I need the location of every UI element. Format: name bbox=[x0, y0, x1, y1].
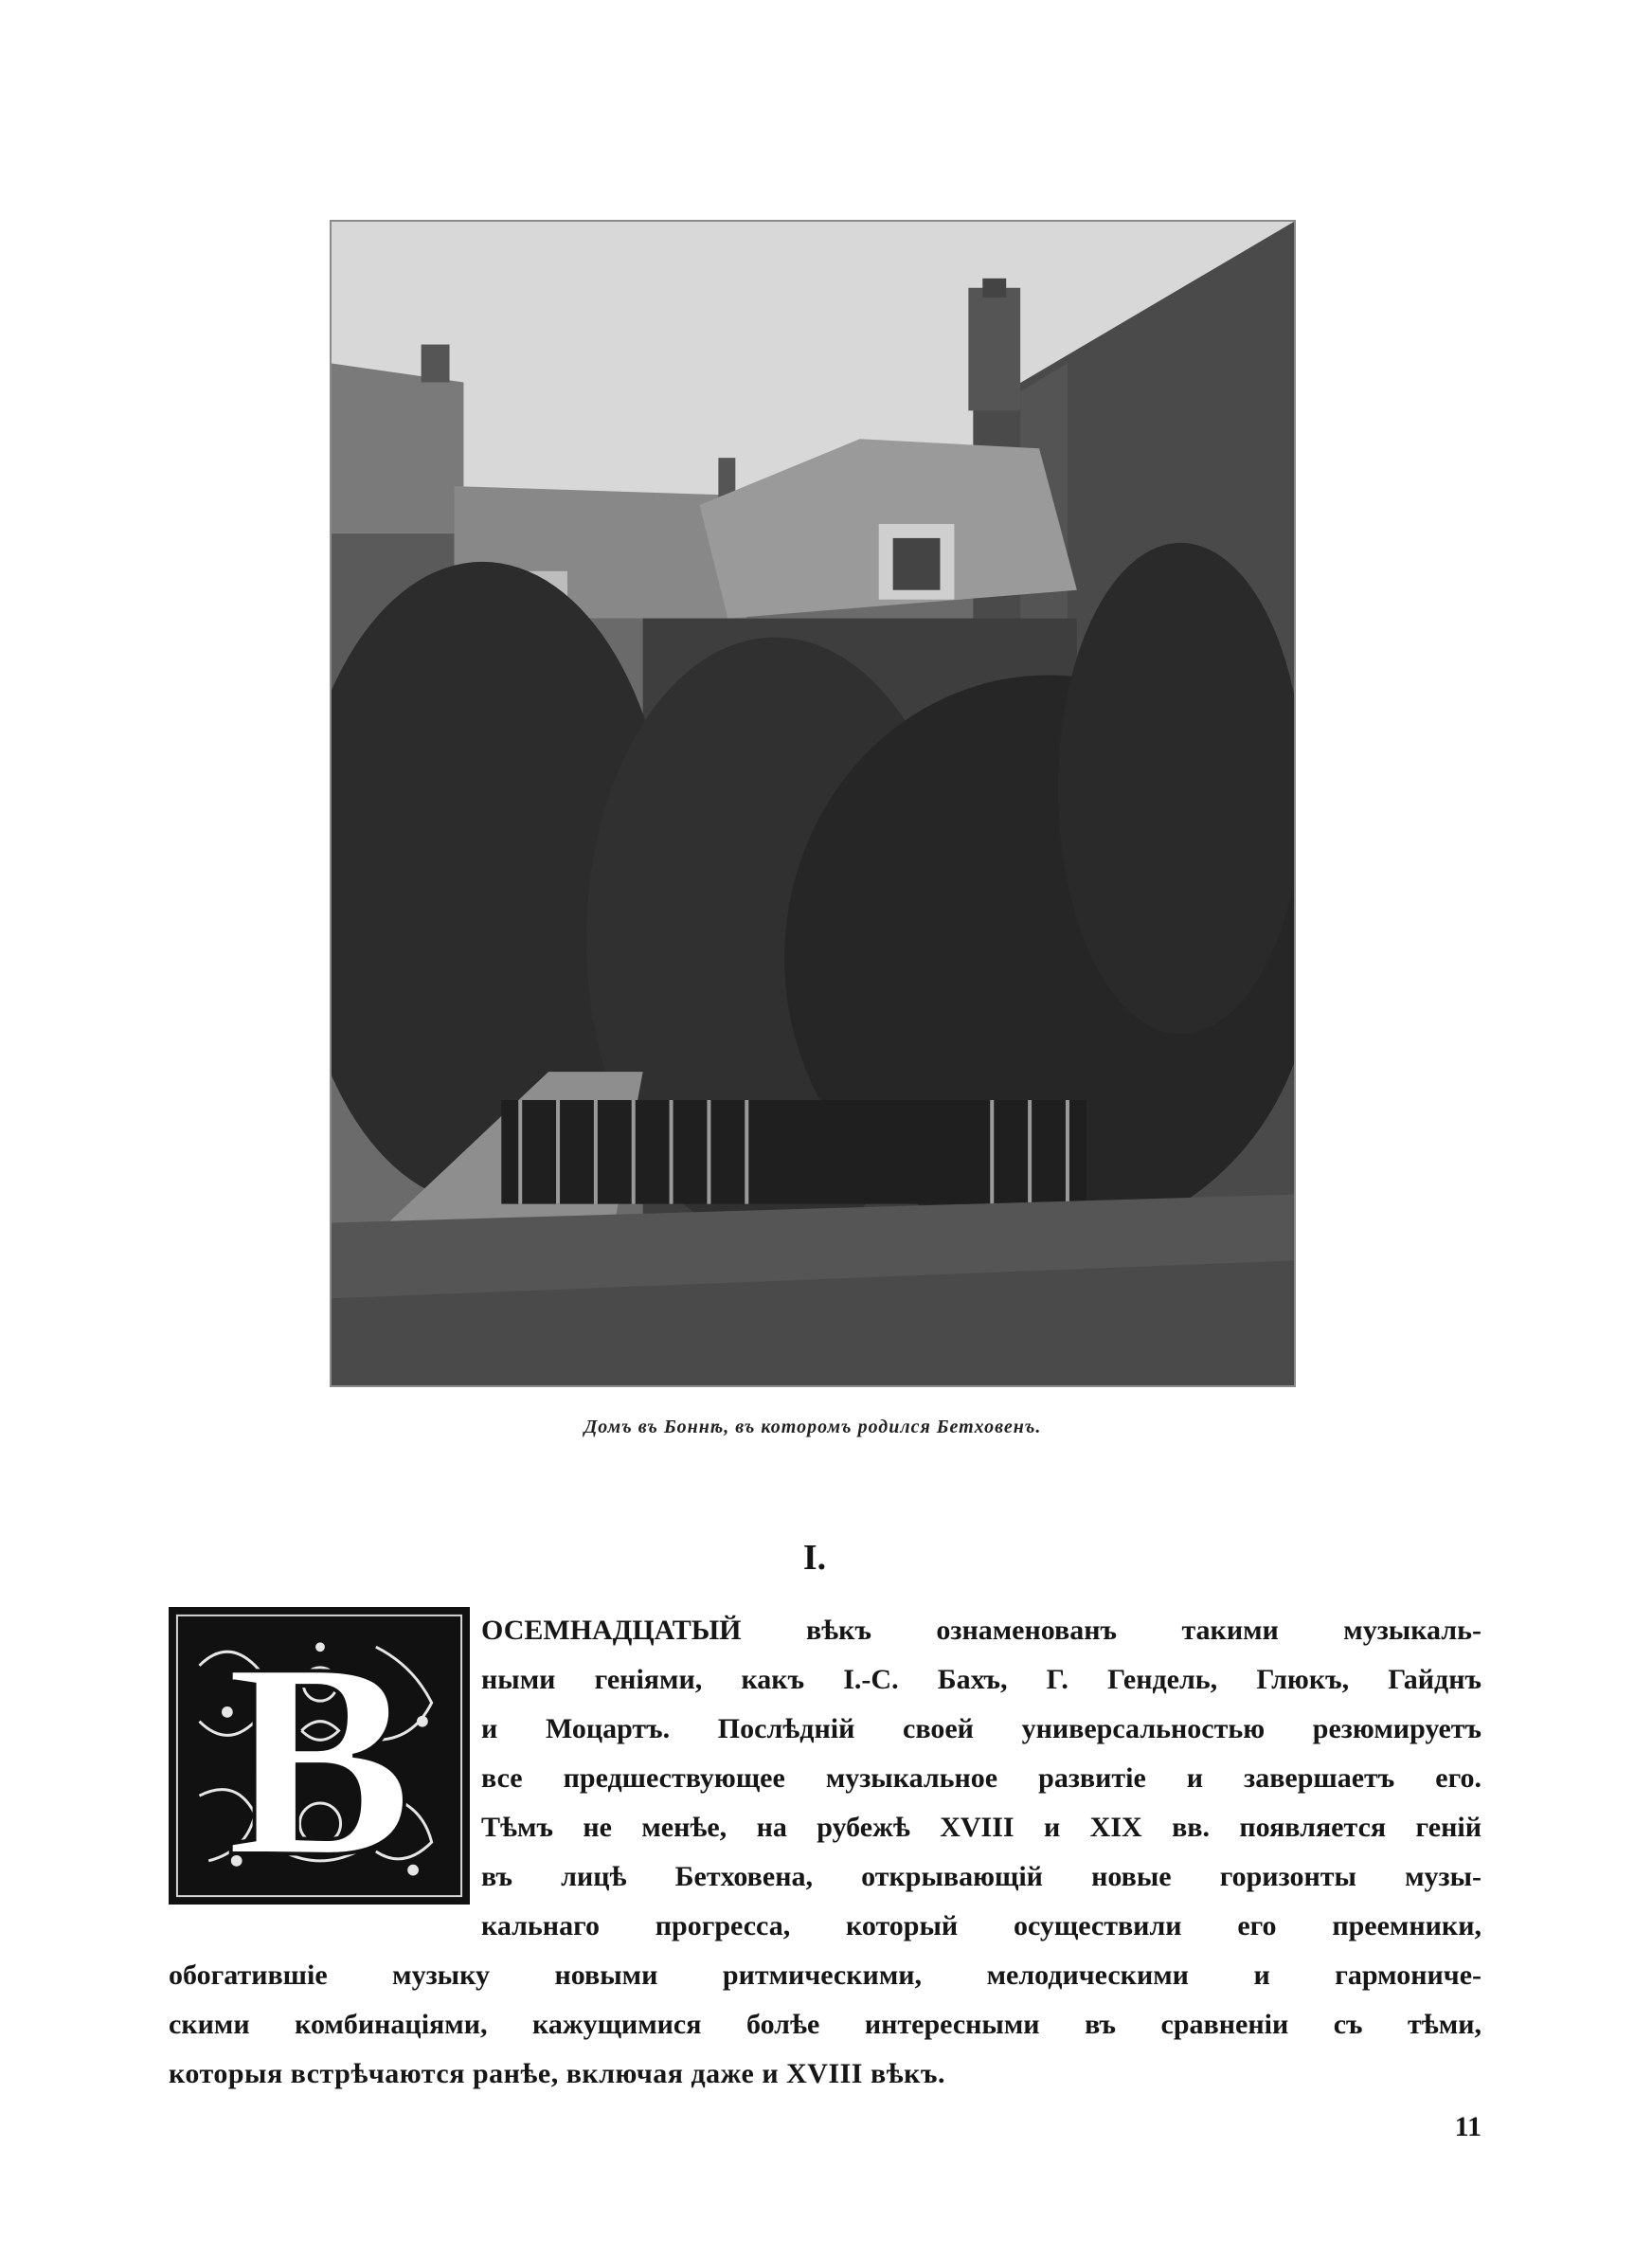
figure-caption: Домъ въ Боннѣ, въ которомъ родился Бетховенъ. bbox=[584, 1417, 1042, 1437]
chapter-number: I. bbox=[802, 1538, 827, 1578]
paragraph-line: ными геніями, какъ І.-С. Бахъ, Г. Гендель, Глюкъ, Гайднъ bbox=[481, 1664, 1481, 1695]
paragraph-line: кальнаго прогресса, который осуществили его преемники, bbox=[481, 1910, 1481, 1941]
drop-cap-letter: В bbox=[225, 1610, 413, 1902]
paragraph-line: и Моцартъ. Послѣдній своей универсальностью резюмируетъ bbox=[481, 1713, 1481, 1744]
paragraph-line: которыя встрѣчаются ранѣе, включая даже и XVIII вѣкъ. bbox=[169, 2058, 945, 2089]
paragraph-line: все предшествующее музыкальное развитіе и завершаетъ его. bbox=[481, 1762, 1481, 1794]
page-number: 11 bbox=[1454, 2111, 1481, 2142]
paragraph-line: ОСЕМНАДЦАТЫЙ вѣкъ ознаменованъ такими музыкаль- bbox=[481, 1615, 1481, 1646]
paragraph-line: скими комбинаціями, кажущимися болѣе интересными въ сравненіи съ тѣми, bbox=[169, 2009, 1481, 2040]
paragraph-line: обогатившіе музыку новыми ритмическими, мелодическими и гармониче- bbox=[169, 1959, 1481, 1991]
drop-cap-initial bbox=[169, 1607, 470, 1905]
paragraph-line: въ лицѣ Бетховена, открывающій новые горизонты музы- bbox=[481, 1861, 1481, 1892]
beethoven-house-photo bbox=[330, 220, 1296, 1387]
paragraph-line: Тѣмъ не менѣе, на рубежѣ XVIII и XIX вв. появляется геній bbox=[481, 1812, 1481, 1843]
